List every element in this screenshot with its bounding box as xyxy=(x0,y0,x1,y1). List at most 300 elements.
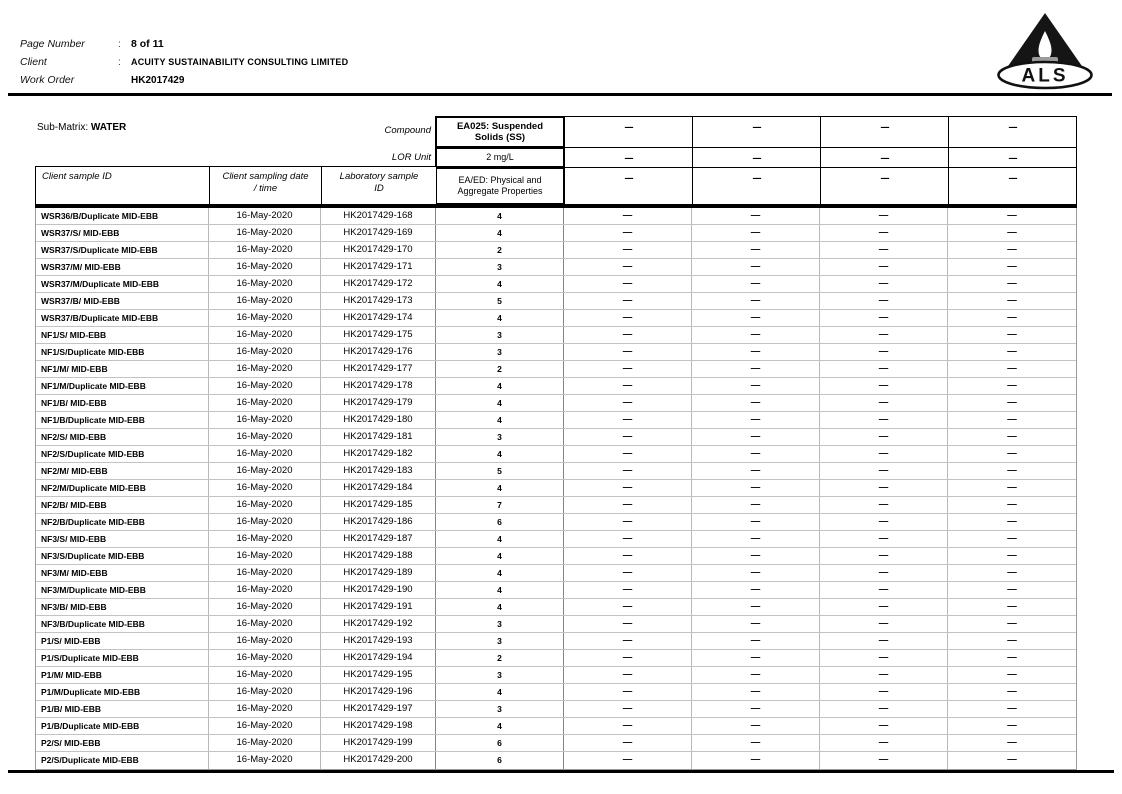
lab-id-cell: HK2017429-177 xyxy=(321,361,436,377)
sampling-date-cell: 16-May-2020 xyxy=(209,293,321,309)
result-value-cell: 4 xyxy=(436,446,564,462)
empty-result-cell: — xyxy=(820,497,948,513)
empty-result-cell: — xyxy=(1007,533,1017,544)
sample-id-cell: NF2/B/Duplicate MID-EBB xyxy=(36,514,209,530)
lab-id-cell: HK2017429-195 xyxy=(321,667,436,683)
lab-id-cell: HK2017429-186 xyxy=(321,514,436,530)
lor-empty-cell: ---- xyxy=(564,147,692,167)
empty-result-cell: — xyxy=(564,259,692,275)
table-row xyxy=(36,701,1076,718)
sampling-date-cell: 16-May-2020 xyxy=(209,480,321,496)
empty-result-cell: — xyxy=(1007,431,1017,442)
lab-sample-id-header xyxy=(321,167,436,204)
lor-empty-cell: ---- xyxy=(692,147,820,167)
empty-result-cell: — xyxy=(564,327,692,343)
compound-header-grid xyxy=(435,116,1077,205)
empty-result-cell: — xyxy=(564,208,692,224)
empty-result-cell: — xyxy=(564,548,692,564)
lab-id-cell: HK2017429-192 xyxy=(321,616,436,632)
sampling-date-cell: 16-May-2020 xyxy=(209,310,321,326)
empty-result-cell: — xyxy=(564,650,692,666)
client-separator: : xyxy=(118,56,121,68)
empty-result-cell: — xyxy=(820,395,948,411)
empty-result-cell: — xyxy=(820,701,948,717)
empty-result-cell: — xyxy=(1007,516,1017,527)
table-row xyxy=(36,259,1076,276)
sample-id-cell: NF3/B/ MID-EBB xyxy=(36,599,209,615)
lor-empty-cell: ---- xyxy=(948,147,1076,167)
sampling-date-cell: 16-May-2020 xyxy=(209,531,321,547)
empty-result-cell: — xyxy=(1007,720,1017,731)
lab-id-cell: HK2017429-171 xyxy=(321,259,436,275)
empty-result-cell: — xyxy=(564,429,692,445)
lab-id-cell: HK2017429-180 xyxy=(321,412,436,428)
empty-result-cell: — xyxy=(692,395,820,411)
empty-result-cell: — xyxy=(820,735,948,751)
empty-result-cell: — xyxy=(564,752,692,769)
lab-id-cell: HK2017429-189 xyxy=(321,565,436,581)
empty-result-cell: — xyxy=(692,344,820,360)
empty-result-cell: — xyxy=(1007,669,1017,680)
result-value-cell: 4 xyxy=(436,582,564,598)
compound-empty-cell: ---- xyxy=(948,117,1076,147)
table-row xyxy=(36,378,1076,395)
page-number-label: Page Number xyxy=(20,38,85,50)
empty-result-cell: — xyxy=(1007,295,1017,306)
empty-result-cell: — xyxy=(820,310,948,326)
sampling-date-cell: 16-May-2020 xyxy=(209,548,321,564)
empty-result-cell: — xyxy=(1007,601,1017,612)
lab-id-cell: HK2017429-197 xyxy=(321,701,436,717)
lab-id-cell: HK2017429-182 xyxy=(321,446,436,462)
sample-id-cell: NF1/B/ MID-EBB xyxy=(36,395,209,411)
sampling-date-cell: 16-May-2020 xyxy=(209,718,321,734)
compound-empty-cell: ---- xyxy=(692,117,820,147)
empty-result-cell: — xyxy=(820,565,948,581)
empty-result-cell: — xyxy=(564,412,692,428)
empty-result-cell: — xyxy=(692,633,820,649)
sample-id-cell: P1/M/Duplicate MID-EBB xyxy=(36,684,209,700)
empty-result-cell: — xyxy=(692,463,820,479)
empty-result-cell: — xyxy=(692,701,820,717)
table-row xyxy=(36,735,1076,752)
empty-result-cell: — xyxy=(820,412,948,428)
empty-result-cell: — xyxy=(564,735,692,751)
empty-result-cell: — xyxy=(564,225,692,241)
empty-result-cell: — xyxy=(820,480,948,496)
sample-id-cell: P1/B/Duplicate MID-EBB xyxy=(36,718,209,734)
empty-result-cell: — xyxy=(1007,448,1017,459)
empty-result-cell: — xyxy=(1007,618,1017,629)
empty-result-cell: — xyxy=(1007,465,1017,476)
lab-id-cell: HK2017429-179 xyxy=(321,395,436,411)
lab-id-cell: HK2017429-176 xyxy=(321,344,436,360)
empty-result-cell: — xyxy=(564,565,692,581)
empty-result-cell: — xyxy=(820,344,948,360)
lab-id-cell: HK2017429-178 xyxy=(321,378,436,394)
table-row xyxy=(36,650,1076,667)
empty-result-cell: — xyxy=(820,650,948,666)
lor-unit-row-label: LOR Unit xyxy=(391,152,431,163)
sampling-date-cell: 16-May-2020 xyxy=(209,242,321,258)
table-row xyxy=(36,395,1076,412)
result-value-cell: 2 xyxy=(436,650,564,666)
empty-result-cell: — xyxy=(692,293,820,309)
lab-id-cell: HK2017429-184 xyxy=(321,480,436,496)
empty-result-cell: — xyxy=(1007,329,1017,340)
lab-id-cell: HK2017429-191 xyxy=(321,599,436,615)
work-order-label: Work Order xyxy=(20,74,75,86)
empty-result-cell: — xyxy=(820,259,948,275)
empty-result-cell: — xyxy=(820,616,948,632)
sampling-date-cell: 16-May-2020 xyxy=(209,412,321,428)
compound-empty-cell: ---- xyxy=(820,117,948,147)
empty-result-cell: — xyxy=(564,242,692,258)
empty-result-cell: — xyxy=(564,361,692,377)
sample-id-cell: NF2/M/ MID-EBB xyxy=(36,463,209,479)
empty-result-cell: — xyxy=(692,565,820,581)
sample-id-cell: NF3/M/Duplicate MID-EBB xyxy=(36,582,209,598)
sampling-date-cell: 16-May-2020 xyxy=(209,344,321,360)
table-row xyxy=(36,718,1076,735)
table-row xyxy=(36,531,1076,548)
empty-result-cell: — xyxy=(564,633,692,649)
sampling-date-cell: 16-May-2020 xyxy=(209,752,321,769)
work-order-row xyxy=(20,74,348,92)
result-value-cell: 3 xyxy=(436,327,564,343)
lor-unit-value-cell: 2 mg/L xyxy=(436,147,564,167)
result-value-cell: 4 xyxy=(436,718,564,734)
sample-id-cell: NF3/S/Duplicate MID-EBB xyxy=(36,548,209,564)
empty-result-cell: — xyxy=(1007,584,1017,595)
client-sample-id-header: Client sample ID xyxy=(42,171,112,182)
sample-id-cell: NF3/B/Duplicate MID-EBB xyxy=(36,616,209,632)
als-logo-icon xyxy=(995,12,1095,95)
empty-result-cell: — xyxy=(692,208,820,224)
sub-matrix-caption: Sub-Matrix: xyxy=(37,122,89,133)
table-row xyxy=(36,327,1076,344)
result-value-cell: 6 xyxy=(436,514,564,530)
lab-id-cell: HK2017429-188 xyxy=(321,548,436,564)
table-row xyxy=(36,684,1076,701)
lab-id-cell: HK2017429-174 xyxy=(321,310,436,326)
table-row xyxy=(36,633,1076,650)
table-body xyxy=(35,208,1077,770)
sub-matrix-value: WATER xyxy=(90,122,127,133)
table-row xyxy=(36,463,1076,480)
empty-result-cell: — xyxy=(820,667,948,683)
empty-result-cell: — xyxy=(692,361,820,377)
lab-id-cell: HK2017429-168 xyxy=(321,208,436,224)
result-value-cell: 4 xyxy=(436,310,564,326)
sampling-date-header-line2: / time xyxy=(253,183,278,194)
sample-id-cell: NF3/S/ MID-EBB xyxy=(36,531,209,547)
sampling-date-header xyxy=(209,167,321,204)
empty-result-cell: — xyxy=(820,633,948,649)
empty-result-cell: — xyxy=(1007,363,1017,374)
result-value-cell: 4 xyxy=(436,412,564,428)
sampling-date-cell: 16-May-2020 xyxy=(209,497,321,513)
result-value-cell: 4 xyxy=(436,378,564,394)
table-row xyxy=(36,599,1076,616)
client-label: Client xyxy=(20,56,47,68)
empty-result-cell: — xyxy=(564,616,692,632)
empty-result-cell: — xyxy=(1007,346,1017,357)
sampling-date-cell: 16-May-2020 xyxy=(209,259,321,275)
table-row xyxy=(36,242,1076,259)
empty-result-cell: — xyxy=(820,684,948,700)
empty-result-cell: — xyxy=(692,616,820,632)
lab-id-cell: HK2017429-190 xyxy=(321,582,436,598)
empty-result-cell: — xyxy=(1007,397,1017,408)
empty-result-cell: — xyxy=(692,514,820,530)
compound-empty-cell: ---- xyxy=(564,117,692,147)
empty-result-cell: — xyxy=(820,429,948,445)
sampling-date-cell: 16-May-2020 xyxy=(209,378,321,394)
result-value-cell: 3 xyxy=(436,667,564,683)
empty-result-cell: — xyxy=(1007,754,1017,765)
sample-header-grid xyxy=(35,166,437,205)
result-value-cell: 3 xyxy=(436,259,564,275)
table-row xyxy=(36,514,1076,531)
sampling-date-cell: 16-May-2020 xyxy=(209,616,321,632)
empty-result-cell: — xyxy=(820,514,948,530)
empty-result-cell: — xyxy=(564,480,692,496)
empty-result-cell: — xyxy=(1007,499,1017,510)
als-logo-text: ALS xyxy=(1021,65,1069,87)
sampling-date-cell: 16-May-2020 xyxy=(209,446,321,462)
sample-id-cell: NF2/B/ MID-EBB xyxy=(36,497,209,513)
empty-result-cell: — xyxy=(692,650,820,666)
sampling-date-cell: 16-May-2020 xyxy=(209,225,321,241)
result-value-cell: 3 xyxy=(436,344,564,360)
table-row xyxy=(36,344,1076,361)
sampling-date-cell: 16-May-2020 xyxy=(209,208,321,224)
lor-empty-cell: ---- xyxy=(820,147,948,167)
page-number-row xyxy=(20,38,348,56)
lab-id-cell: HK2017429-181 xyxy=(321,429,436,445)
method-empty-cell: ---- xyxy=(564,167,692,204)
table-row xyxy=(36,225,1076,242)
sample-id-cell: NF1/S/Duplicate MID-EBB xyxy=(36,344,209,360)
result-value-cell: 2 xyxy=(436,242,564,258)
sample-id-cell: WSR37/S/Duplicate MID-EBB xyxy=(36,242,209,258)
header-divider-line xyxy=(8,93,1112,96)
empty-result-cell: — xyxy=(1007,686,1017,697)
client-value: ACUITY SUSTAINABILITY CONSULTING LIMITED xyxy=(131,57,349,67)
empty-result-cell: — xyxy=(564,599,692,615)
result-value-cell: 4 xyxy=(436,565,564,581)
page-header xyxy=(20,38,348,92)
result-value-cell: 4 xyxy=(436,531,564,547)
sample-id-cell: P2/S/Duplicate MID-EBB xyxy=(36,752,209,769)
empty-result-cell: — xyxy=(820,582,948,598)
lab-id-cell: HK2017429-187 xyxy=(321,531,436,547)
empty-result-cell: — xyxy=(692,429,820,445)
compound-name-cell: EA025: Suspended Solids (SS) xyxy=(436,117,564,147)
lab-id-cell: HK2017429-173 xyxy=(321,293,436,309)
table-row xyxy=(36,752,1076,769)
sample-id-cell: NF2/S/Duplicate MID-EBB xyxy=(36,446,209,462)
empty-result-cell: — xyxy=(564,497,692,513)
empty-result-cell: — xyxy=(692,531,820,547)
empty-result-cell: — xyxy=(692,242,820,258)
sampling-date-cell: 16-May-2020 xyxy=(209,650,321,666)
sampling-date-cell: 16-May-2020 xyxy=(209,565,321,581)
empty-result-cell: — xyxy=(564,344,692,360)
lab-id-cell: HK2017429-185 xyxy=(321,497,436,513)
lab-id-cell: HK2017429-183 xyxy=(321,463,436,479)
empty-result-cell: — xyxy=(820,599,948,615)
empty-result-cell: — xyxy=(1007,227,1017,238)
sample-id-cell: NF2/M/Duplicate MID-EBB xyxy=(36,480,209,496)
empty-result-cell: — xyxy=(820,208,948,224)
sample-id-cell: NF1/M/ MID-EBB xyxy=(36,361,209,377)
lab-id-cell: HK2017429-172 xyxy=(321,276,436,292)
result-value-cell: 3 xyxy=(436,701,564,717)
sampling-date-cell: 16-May-2020 xyxy=(209,667,321,683)
table-row xyxy=(36,412,1076,429)
empty-result-cell: — xyxy=(564,463,692,479)
table-row xyxy=(36,361,1076,378)
empty-result-cell: — xyxy=(1007,635,1017,646)
table-row xyxy=(36,582,1076,599)
sample-id-cell: WSR37/S/ MID-EBB xyxy=(36,225,209,241)
lab-id-cell: HK2017429-200 xyxy=(321,752,436,769)
empty-result-cell: — xyxy=(820,293,948,309)
empty-result-cell: — xyxy=(564,582,692,598)
lab-id-cell: HK2017429-169 xyxy=(321,225,436,241)
empty-result-cell: — xyxy=(692,310,820,326)
empty-result-cell: — xyxy=(820,361,948,377)
empty-result-cell: — xyxy=(692,752,820,769)
result-value-cell: 6 xyxy=(436,735,564,751)
table-row xyxy=(36,616,1076,633)
table-row xyxy=(36,276,1076,293)
sampling-date-cell: 16-May-2020 xyxy=(209,395,321,411)
result-value-cell: 5 xyxy=(436,463,564,479)
sampling-date-cell: 16-May-2020 xyxy=(209,361,321,377)
table-row xyxy=(36,310,1076,327)
table-row xyxy=(36,565,1076,582)
result-value-cell: 3 xyxy=(436,616,564,632)
lab-id-cell: HK2017429-196 xyxy=(321,684,436,700)
result-value-cell: 3 xyxy=(436,633,564,649)
empty-result-cell: — xyxy=(820,378,948,394)
page-number-separator: : xyxy=(118,38,121,50)
empty-result-cell: — xyxy=(1007,703,1017,714)
empty-result-cell: — xyxy=(564,684,692,700)
sample-id-cell: P1/S/Duplicate MID-EBB xyxy=(36,650,209,666)
empty-result-cell: — xyxy=(692,327,820,343)
empty-result-cell: — xyxy=(692,225,820,241)
sampling-date-cell: 16-May-2020 xyxy=(209,582,321,598)
empty-result-cell: — xyxy=(1007,550,1017,561)
sample-id-cell: NF1/B/Duplicate MID-EBB xyxy=(36,412,209,428)
sample-id-cell: NF3/M/ MID-EBB xyxy=(36,565,209,581)
empty-result-cell: — xyxy=(820,548,948,564)
empty-result-cell: — xyxy=(692,718,820,734)
result-value-cell: 4 xyxy=(436,684,564,700)
result-value-cell: 4 xyxy=(436,225,564,241)
sampling-date-cell: 16-May-2020 xyxy=(209,429,321,445)
sampling-date-cell: 16-May-2020 xyxy=(209,735,321,751)
empty-result-cell: — xyxy=(564,293,692,309)
sampling-date-cell: 16-May-2020 xyxy=(209,463,321,479)
result-value-cell: 4 xyxy=(436,276,564,292)
lab-sample-id-header-line1: Laboratory sample xyxy=(339,171,419,182)
work-order-value: HK2017429 xyxy=(131,75,185,86)
empty-result-cell: — xyxy=(820,531,948,547)
empty-result-cell: — xyxy=(1007,278,1017,289)
table-row xyxy=(36,293,1076,310)
empty-result-cell: — xyxy=(1007,261,1017,272)
empty-result-cell: — xyxy=(564,531,692,547)
result-value-cell: 5 xyxy=(436,293,564,309)
empty-result-cell: — xyxy=(692,582,820,598)
empty-result-cell: — xyxy=(564,378,692,394)
lab-id-cell: HK2017429-198 xyxy=(321,718,436,734)
table-row xyxy=(36,497,1076,514)
empty-result-cell: — xyxy=(1007,482,1017,493)
sample-id-cell: WSR37/B/Duplicate MID-EBB xyxy=(36,310,209,326)
table-row xyxy=(36,667,1076,684)
empty-result-cell: — xyxy=(1007,567,1017,578)
result-value-cell: 7 xyxy=(436,497,564,513)
empty-result-cell: — xyxy=(692,276,820,292)
empty-result-cell: — xyxy=(820,242,948,258)
empty-result-cell: — xyxy=(692,735,820,751)
empty-result-cell: — xyxy=(564,514,692,530)
result-value-cell: 4 xyxy=(436,208,564,224)
page-number-value: 8 of 11 xyxy=(131,38,164,50)
sampling-date-cell: 16-May-2020 xyxy=(209,701,321,717)
empty-result-cell: — xyxy=(1007,380,1017,391)
empty-result-cell: — xyxy=(820,752,948,769)
sample-id-cell: NF2/S/ MID-EBB xyxy=(36,429,209,445)
empty-result-cell: — xyxy=(820,276,948,292)
empty-result-cell: — xyxy=(564,276,692,292)
empty-result-cell: — xyxy=(820,327,948,343)
table-row xyxy=(36,429,1076,446)
table-row xyxy=(36,548,1076,565)
sampling-date-header-line1: Client sampling date xyxy=(222,171,309,182)
empty-result-cell: — xyxy=(692,599,820,615)
empty-result-cell: — xyxy=(820,225,948,241)
empty-result-cell: — xyxy=(564,667,692,683)
page-footer-line xyxy=(8,770,1114,773)
method-empty-cell: ---- xyxy=(692,167,820,204)
sample-id-cell: P1/M/ MID-EBB xyxy=(36,667,209,683)
result-value-cell: 6 xyxy=(436,752,564,769)
sampling-date-cell: 16-May-2020 xyxy=(209,276,321,292)
lab-id-cell: HK2017429-199 xyxy=(321,735,436,751)
empty-result-cell: — xyxy=(820,718,948,734)
empty-result-cell: — xyxy=(692,480,820,496)
empty-result-cell: — xyxy=(692,378,820,394)
result-value-cell: 4 xyxy=(436,599,564,615)
empty-result-cell: — xyxy=(692,497,820,513)
lab-id-cell: HK2017429-175 xyxy=(321,327,436,343)
empty-result-cell: — xyxy=(564,446,692,462)
sample-id-cell: P2/S/ MID-EBB xyxy=(36,735,209,751)
sampling-date-cell: 16-May-2020 xyxy=(209,599,321,615)
sampling-date-cell: 16-May-2020 xyxy=(209,684,321,700)
sample-id-cell: NF1/S/ MID-EBB xyxy=(36,327,209,343)
empty-result-cell: — xyxy=(564,718,692,734)
empty-result-cell: — xyxy=(564,701,692,717)
lab-id-cell: HK2017429-170 xyxy=(321,242,436,258)
